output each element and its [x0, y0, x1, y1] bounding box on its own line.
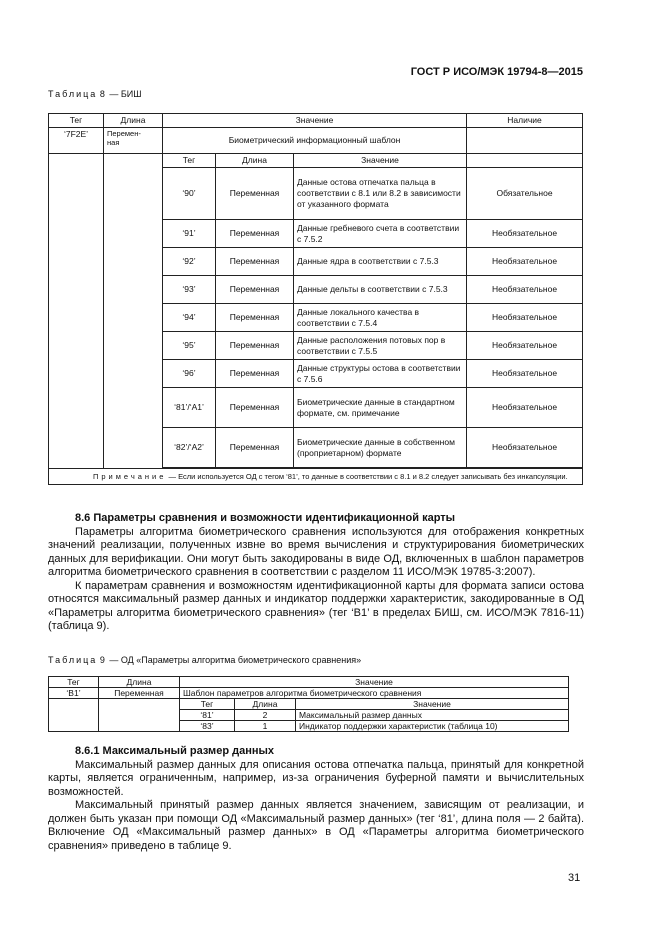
row-desc: Данные расположения потовых пор в соответствии с 7.5.5: [294, 332, 467, 360]
row-desc: Данные структуры остова в соответствии с 7.5.6: [294, 360, 467, 388]
t9-header-length: Длина: [99, 677, 180, 688]
row-length: Переменная: [216, 360, 294, 388]
row-tag: ‘82’/‘A2’: [163, 428, 216, 468]
row-desc: Данные гребневого счета в соответствии с 7.5.2: [294, 220, 467, 248]
row-length: 2: [235, 710, 296, 721]
row-tag: ‘93’: [163, 276, 216, 304]
row-tag: ‘94’: [163, 304, 216, 332]
row-desc: Данные локального качества в соответствии с 7.5.4: [294, 304, 467, 332]
row-tag: ‘81’/‘A1’: [163, 388, 216, 428]
table8-caption-label: Таблица: [48, 89, 98, 99]
section-8-6-1-heading: 8.6.1 Максимальный размер данных: [75, 745, 274, 757]
row-desc: Данные дельты в соответствии с 7.5.3: [294, 276, 467, 304]
t8-inner-header-value: Значение: [294, 154, 467, 168]
row-length: Переменная: [216, 304, 294, 332]
t8-inner-header-presence: [467, 154, 583, 168]
t9-spacer-length: [99, 699, 180, 732]
row-presence: Необязательное: [467, 388, 583, 428]
standard-header: ГОСТ Р ИСО/МЭК 19794-8—2015: [410, 66, 583, 78]
row-presence: Необязательное: [467, 332, 583, 360]
section-8-6-1: [48, 745, 584, 853]
t8-header-value: Значение: [163, 114, 467, 128]
t9-outer-tag: ‘B1’: [49, 688, 99, 699]
t8-inner-header-tag: Тег: [163, 154, 216, 168]
t8-spacer-tag: [49, 154, 104, 469]
row-tag: ‘81’: [180, 710, 235, 721]
row-length: Переменная: [216, 428, 294, 468]
t9-header-value: Значение: [180, 677, 569, 688]
row-presence: Обязательное: [467, 168, 583, 220]
row-tag: ‘95’: [163, 332, 216, 360]
t8-header-tag: Тег: [49, 114, 104, 128]
row-presence: Необязательное: [467, 220, 583, 248]
row-length: Переменная: [216, 276, 294, 304]
section-8-6-1-paragraph-2: Максимальный принятый размер данных является значением, зависящим от реализации, и должен быть указан при помощи ОД «Максимальный размер данных» (тег ‘81’, длина поля — 2 байта). Включение ОД «Максимальный размер данных» в ОД «Параметры алгоритма биометрического сравнения» приведено в таблице 9.: [48, 799, 584, 852]
t9-inner-header-length: Длина: [235, 699, 296, 710]
t9-spacer-tag: [49, 699, 99, 732]
t9-outer-length: Переменная: [99, 688, 180, 699]
t9-inner-header-tag: Тег: [180, 699, 235, 710]
row-presence: Необязательное: [467, 428, 583, 468]
table-8: [48, 113, 583, 485]
table9-caption-title: — ОД «Параметры алгоритма биометрического сравнения»: [109, 655, 362, 665]
row-tag: ‘92’: [163, 248, 216, 276]
table-9: [48, 676, 569, 732]
t8-note-label: Примечание: [93, 472, 167, 481]
row-tag: ‘91’: [163, 220, 216, 248]
t8-header-length: Длина: [104, 114, 163, 128]
t8-outer-length: Перемен- ная: [104, 128, 163, 154]
section-8-6-paragraph-1: Параметры алгоритма биометрического сравнения используются для отображения конкретных значений реализации, полученных извне во время вычисления и структурирования биометрических данных для верификации. Они могут быть закодированы в виде ОД, включенных в шаблон параметров алгоритма биометрического сравнения в соответствии с разделом 11 ИСО/МЭК 19785-3:2007).: [48, 525, 584, 578]
row-length: Переменная: [216, 388, 294, 428]
row-length: Переменная: [216, 332, 294, 360]
row-desc: Биометрические данные в собственном (проприетарном) формате: [294, 428, 467, 468]
t8-note-text: — Если используется ОД с тегом ‘81’, то данные в соответствии с 8.1 и 8.2 следует записывать без инкапсуляции.: [168, 472, 568, 481]
section-8-6-1-paragraph-1: Максимальный размер данных для описания остова отпечатка пальца, принятый для конкретной карты, является ограниченным, например, из-за ограничения буферной памяти и вычислительных возможностей.: [48, 758, 584, 798]
row-presence: Необязательное: [467, 276, 583, 304]
t8-template-label: Биометрический информационный шаблон: [163, 128, 467, 154]
table8-caption-title: — БИШ: [109, 89, 142, 99]
table8-caption: [48, 89, 141, 99]
row-value: Максимальный размер данных: [296, 710, 569, 721]
t9-template-label: Шаблон параметров алгоритма биометрического сравнения: [180, 688, 569, 699]
row-tag: ‘96’: [163, 360, 216, 388]
t8-spacer-length: [104, 154, 163, 469]
row-presence: Необязательное: [467, 248, 583, 276]
t8-inner-header-length: Длина: [216, 154, 294, 168]
row-presence: Необязательное: [467, 304, 583, 332]
t9-header-tag: Тег: [49, 677, 99, 688]
table9-caption-number: 9: [99, 655, 107, 665]
table9-caption-label: Таблица: [48, 655, 98, 665]
row-desc: Данные остова отпечатка пальца в соответствии с 8.1 или 8.2 в зависимости от указанного формата: [294, 168, 467, 220]
row-length: Переменная: [216, 248, 294, 276]
section-8-6-paragraph-2: К параметрам сравнения и возможностям идентификационной карты для формата записи остова относятся максимальный размер данных и индикатор поддержки характеристик, закодированные в ОД «Параметры алгоритма биометрического сравнения» (тег ‘B1’ в пределах БИШ, см. ИСО/МЭК 7816-11) (таблица 9).: [48, 579, 584, 632]
t8-template-presence: [467, 128, 583, 154]
section-8-6-heading: 8.6 Параметры сравнения и возможности идентификационной карты: [75, 512, 456, 524]
page-number: 31: [568, 872, 581, 884]
row-tag: ‘90’: [163, 168, 216, 220]
row-length: Переменная: [216, 220, 294, 248]
section-8-6: [48, 512, 584, 634]
t9-inner-header-value: Значение: [296, 699, 569, 710]
row-desc: Данные ядра в соответствии с 7.5.3: [294, 248, 467, 276]
t8-outer-tag: ‘7F2E’: [49, 128, 104, 154]
table9-caption: [48, 655, 361, 665]
row-desc: Биометрические данные в стандартном формате, см. примечание: [294, 388, 467, 428]
table8-caption-number: 8: [99, 89, 107, 99]
row-tag: ‘83’: [180, 721, 235, 732]
row-length: 1: [235, 721, 296, 732]
row-presence: Необязательное: [467, 360, 583, 388]
t8-note: [49, 469, 583, 485]
row-length: Переменная: [216, 168, 294, 220]
t8-header-presence: Наличие: [467, 114, 583, 128]
row-value: Индикатор поддержки характеристик (таблица 10): [296, 721, 569, 732]
